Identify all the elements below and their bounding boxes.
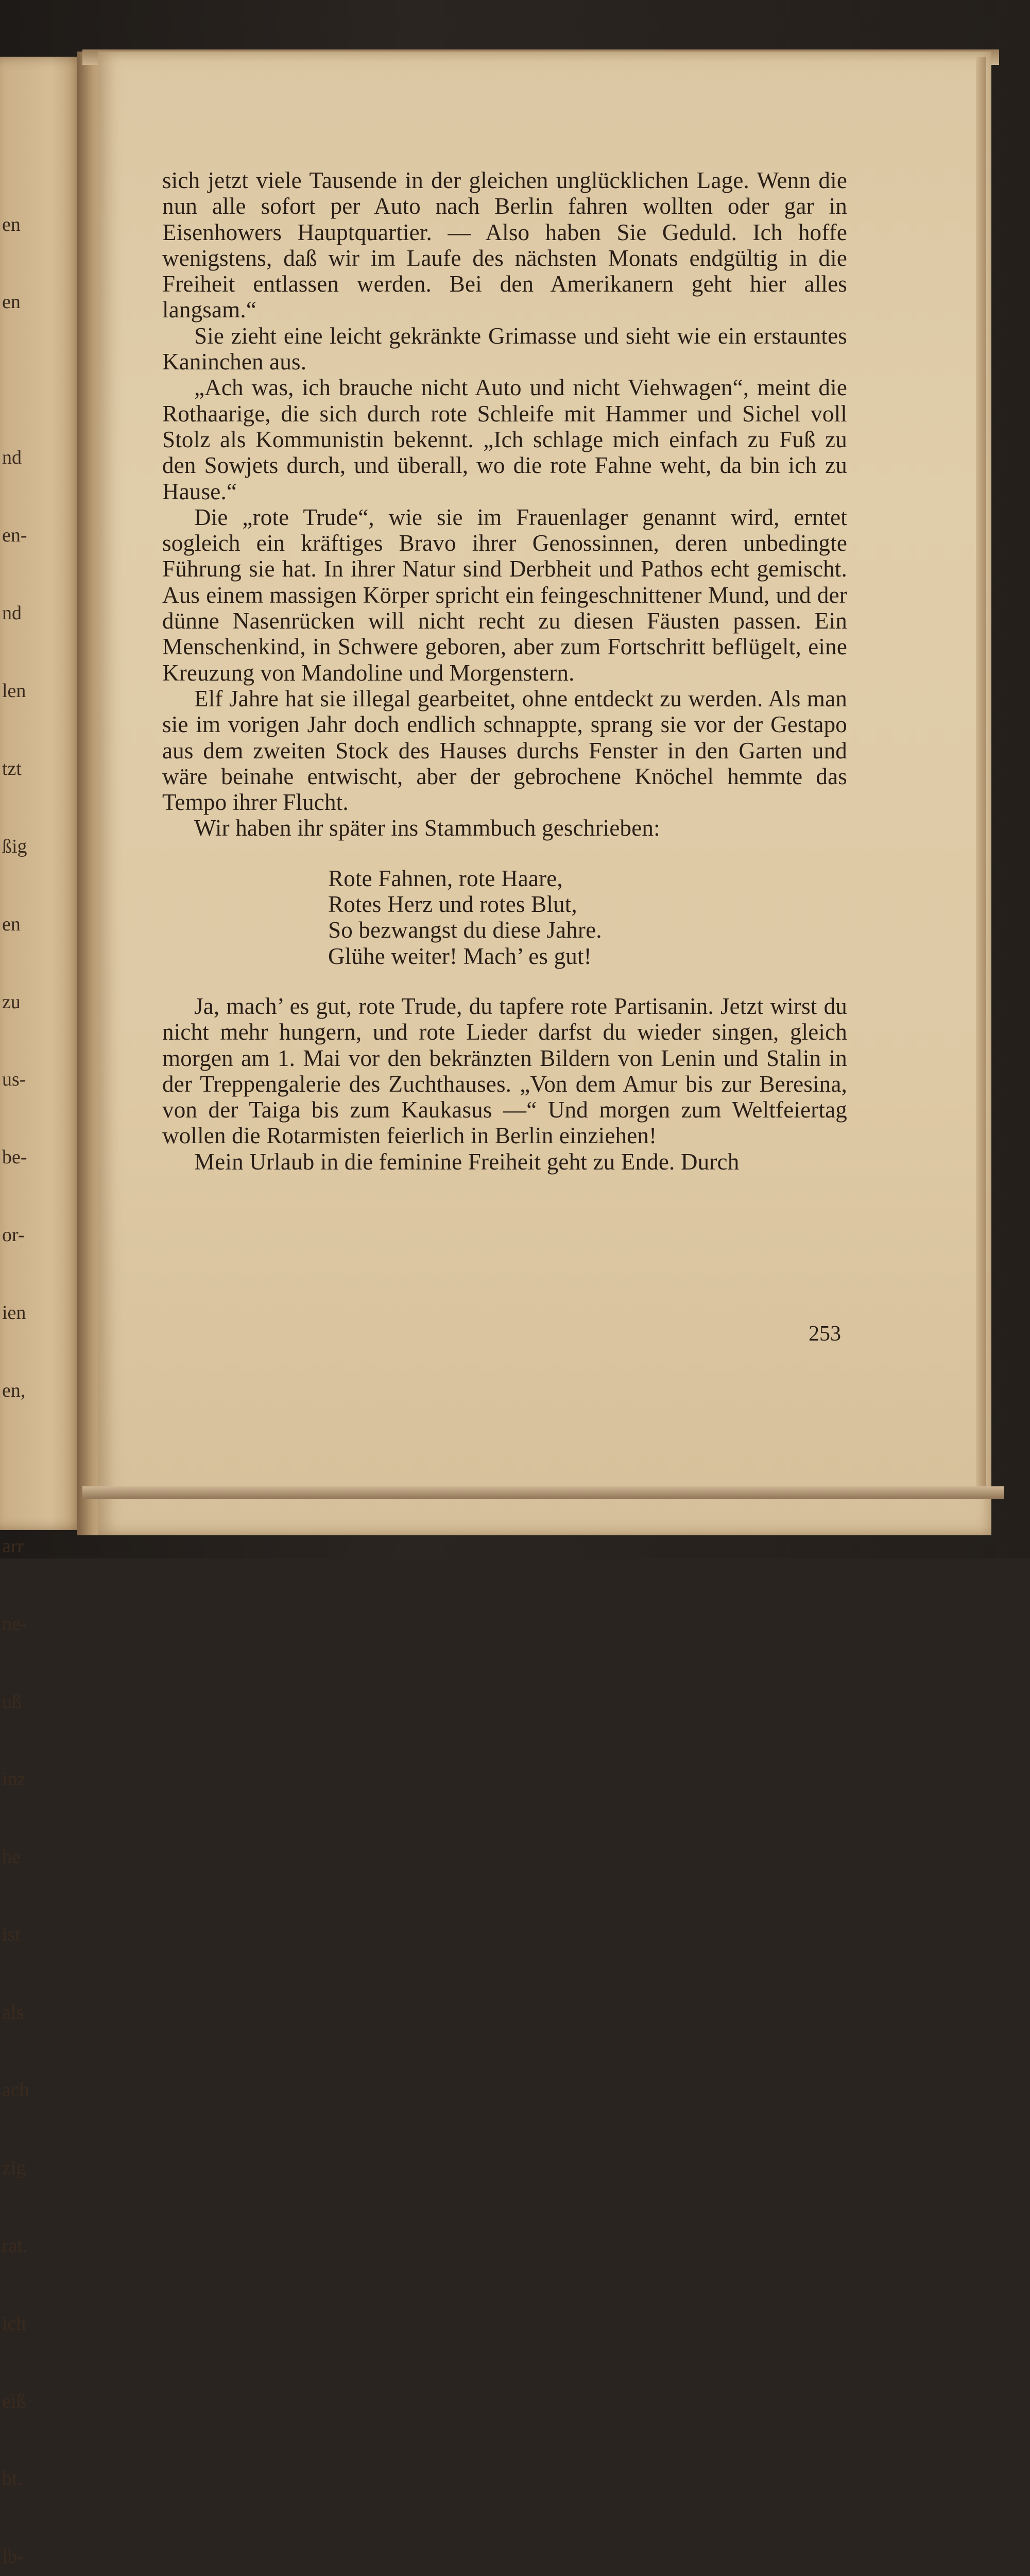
previous-page-edge — [0, 57, 85, 2568]
left-fragment: en — [2, 913, 21, 935]
page-text — [162, 167, 847, 1175]
paragraph: sich jetzt viele Tausende in der gleichen unglücklichen Lage. Wenn die nun alle sofort per Auto nach Berlin fahren wollten oder gar in Eisenhowers Hauptquartier. — Also haben Sie Geduld. Ich hoffe wenigstens, daß wir im Laufe des nächsten Monats endgültig in die Freiheit entlassen werden. Bei den Amerikanern geht hier alles langsam.“ — [162, 167, 847, 323]
left-fragment: ich — [2, 2312, 26, 2334]
left-fragment: zu — [2, 991, 21, 1013]
left-fragment: ßig — [2, 835, 27, 857]
left-fragment: rat. — [2, 2234, 28, 2257]
left-fragment — [2, 367, 54, 393]
left-fragment: len — [2, 680, 26, 702]
left-fragment: or- — [2, 1224, 25, 1246]
left-fragment: en, — [2, 1379, 26, 1401]
left-fragment: als — [2, 2002, 24, 2024]
left-fragment: ach — [2, 2079, 29, 2101]
page-bottom-edge — [82, 1486, 1004, 1499]
previous-page-fragments — [2, 160, 54, 2576]
paragraph: Mein Urlaub in die feminine Freiheit geht zu Ende. Durch — [194, 1148, 740, 1175]
left-fragment: en — [2, 291, 21, 313]
left-fragment: he — [2, 1846, 21, 1868]
left-fragment: arr — [2, 1535, 24, 1557]
paragraph: Ja, mach’ es gut, rote Trude, du tapfere rote Partisanin. Jetzt wirst du nicht mehr hungern, und rote Lieder darfst du wieder singen, gleich morgen am 1. Mai vor den bekränzten Bildern von Lenin und Stalin in der Treppengalerie des Zuchthauses. „Von dem Amur bis zur Beresina, von der Taiga bis zum Kaukasus —“ Und morgen zum Weltfeiertag wollen die Rotarmisten feierlich in Berlin einziehen! — [162, 993, 847, 1149]
left-fragment: ien — [2, 1302, 26, 1324]
poem-line: Glühe weiter! Mach’ es gut! — [328, 943, 592, 969]
page-right-edge — [976, 57, 986, 1494]
left-fragment: zig — [2, 2157, 26, 2179]
left-fragment: ist — [2, 1924, 21, 1946]
left-fragment: ne- — [2, 1613, 27, 1635]
left-fragment: lb- — [2, 2546, 24, 2568]
paragraph: Die „rote Trude“, wie sie im Frauenlager genannt wird, erntet sogleich ein kräftiges Bravo ihrer Genossinnen, deren unbedingte Führung sie hat. In ihrer Natur sind Derbheit und Pathos echt gemischt. Aus einem massigen Körper spricht ein feingeschnittener Mund, und der dünne Nasenrücken will nicht recht zu diesen Fäusten passen. Ein Menschenkind, in Schwere geboren, aber zum Fortschritt beflügelt, eine Kreuzung von Mandoline und Morgenstern. — [162, 504, 847, 686]
paragraph: Sie zieht eine leicht gekränkte Grimasse und sieht wie ein erstauntes Kaninchen aus. — [162, 323, 847, 375]
left-fragment: eiß — [2, 2390, 26, 2412]
left-fragment: nd — [2, 447, 22, 469]
left-fragment: tzt — [2, 757, 22, 779]
left-fragment: en — [2, 213, 21, 235]
left-fragment: us- — [2, 1069, 26, 1091]
poem — [328, 866, 847, 969]
paragraph: Elf Jahre hat sie illegal gearbeitet, ohne entdeckt zu werden. Als man sie im vorigen Jahr doch endlich schnappte, sprang sie vor der Gestapo aus dem zweiten Stock des Hauses durchs Fenster in den Garten und wäre beinahe entwischt, aber der gebrochene Knöchel hemmte das Tempo ihrer Flucht. — [162, 685, 847, 816]
page-number: 253 — [809, 1322, 841, 1346]
poem-line: Rotes Herz und rotes Blut, — [328, 891, 577, 918]
left-fragment — [2, 1455, 54, 1481]
left-fragment: bt. — [2, 2468, 23, 2490]
left-fragment: inz — [2, 1768, 26, 1790]
left-fragment: uß — [2, 1690, 22, 1713]
poem-line: Rote Fahnen, rote Haare, — [328, 865, 563, 891]
left-fragment: be- — [2, 1146, 27, 1168]
poem-line: So bezwangst du diese Jahre. — [328, 917, 602, 943]
paragraph: „Ach was, ich brauche nicht Auto und nicht Viehwagen“, meint die Rothaarige, die sich durch rote Schleife mit Hammer und Sichel voll Stolz als Kommunistin bekennt. „Ich schlage mich einfach zu Fuß zu den Sowjets durch, und überall, wo die rote Fahne weht, da bin ich zu Hause.“ — [162, 375, 847, 504]
paragraph: Wir haben ihr später ins Stammbuch geschrieben: — [194, 815, 660, 841]
left-fragment: en- — [2, 524, 27, 547]
left-fragment: nd — [2, 602, 22, 624]
